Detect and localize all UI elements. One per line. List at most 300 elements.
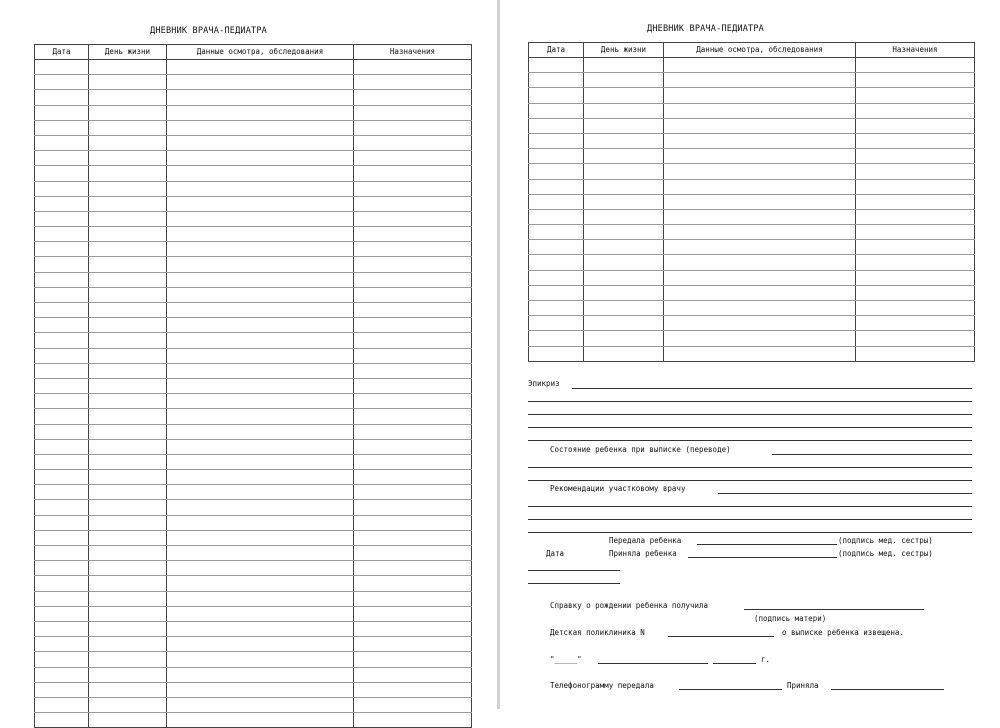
received-line[interactable] — [688, 557, 837, 558]
cell-prescriptions[interactable] — [856, 209, 975, 224]
cell-prescriptions[interactable] — [856, 225, 975, 240]
table-row — [35, 211, 472, 226]
cell-day-of-life[interactable] — [89, 333, 167, 348]
table-row — [35, 303, 472, 318]
cell-date[interactable] — [529, 209, 584, 224]
cell-date[interactable] — [35, 196, 89, 211]
cell-day-of-life[interactable] — [584, 149, 664, 164]
cell-exam-data[interactable] — [664, 240, 856, 255]
cell-date[interactable] — [35, 682, 89, 697]
recommendations-line-4[interactable] — [528, 532, 972, 533]
cell-exam-data[interactable] — [167, 515, 354, 530]
cell-exam-data[interactable] — [167, 682, 354, 697]
cell-exam-data[interactable] — [167, 151, 354, 166]
cell-prescriptions[interactable] — [354, 378, 472, 393]
cell-day-of-life[interactable] — [89, 515, 167, 530]
cell-exam-data[interactable] — [167, 60, 354, 75]
cell-day-of-life[interactable] — [89, 424, 167, 439]
cell-day-of-life[interactable] — [89, 470, 167, 485]
cell-date[interactable] — [35, 576, 89, 591]
cell-day-of-life[interactable] — [89, 181, 167, 196]
cell-exam-data[interactable] — [167, 561, 354, 576]
cell-day-of-life[interactable] — [89, 621, 167, 636]
cell-day-of-life[interactable] — [89, 576, 167, 591]
epicrisis-line-4[interactable] — [528, 427, 972, 428]
cell-day-of-life[interactable] — [89, 439, 167, 454]
cell-date[interactable] — [529, 164, 584, 179]
cell-date[interactable] — [529, 133, 584, 148]
cell-prescriptions[interactable] — [856, 255, 975, 270]
cell-date[interactable] — [35, 667, 89, 682]
cell-exam-data[interactable] — [167, 439, 354, 454]
epicrisis-line-1[interactable] — [572, 388, 972, 389]
cell-prescriptions[interactable] — [856, 164, 975, 179]
cell-day-of-life[interactable] — [89, 637, 167, 652]
recommendations-line-2[interactable] — [528, 506, 972, 507]
cell-exam-data[interactable] — [167, 424, 354, 439]
cell-day-of-life[interactable] — [584, 209, 664, 224]
cell-prescriptions[interactable] — [354, 287, 472, 302]
cell-date[interactable] — [35, 120, 89, 135]
cell-exam-data[interactable] — [167, 135, 354, 150]
table-row — [35, 120, 472, 135]
cell-date[interactable] — [529, 118, 584, 133]
cell-day-of-life[interactable] — [89, 546, 167, 561]
cell-date[interactable] — [35, 546, 89, 561]
cell-exam-data[interactable] — [167, 211, 354, 226]
cell-day-of-life[interactable] — [89, 227, 167, 242]
cell-date[interactable] — [529, 103, 584, 118]
cell-day-of-life[interactable] — [584, 225, 664, 240]
table-row — [529, 316, 975, 331]
birth-certificate-line[interactable] — [744, 609, 924, 610]
cell-exam-data[interactable] — [664, 209, 856, 224]
cell-day-of-life[interactable] — [89, 378, 167, 393]
cell-prescriptions[interactable] — [354, 530, 472, 545]
cell-exam-data[interactable] — [664, 316, 856, 331]
cell-date[interactable] — [529, 301, 584, 316]
cell-day-of-life[interactable] — [584, 73, 664, 88]
cell-date[interactable] — [35, 515, 89, 530]
cell-exam-data[interactable] — [664, 73, 856, 88]
cell-date[interactable] — [529, 88, 584, 103]
cell-exam-data[interactable] — [167, 196, 354, 211]
cell-day-of-life[interactable] — [89, 120, 167, 135]
cell-date[interactable] — [529, 285, 584, 300]
discharge-state-line-1[interactable] — [772, 454, 972, 455]
cell-exam-data[interactable] — [664, 164, 856, 179]
cell-exam-data[interactable] — [167, 318, 354, 333]
cell-prescriptions[interactable] — [354, 561, 472, 576]
cell-exam-data[interactable] — [167, 287, 354, 302]
cell-day-of-life[interactable] — [89, 591, 167, 606]
cell-exam-data[interactable] — [167, 485, 354, 500]
cell-day-of-life[interactable] — [89, 257, 167, 272]
cell-date[interactable] — [35, 211, 89, 226]
cell-prescriptions[interactable] — [354, 485, 472, 500]
cell-day-of-life[interactable] — [89, 105, 167, 120]
cell-exam-data[interactable] — [664, 225, 856, 240]
cell-exam-data[interactable] — [167, 546, 354, 561]
cell-date[interactable] — [529, 194, 584, 209]
cell-exam-data[interactable] — [167, 242, 354, 257]
cell-date[interactable] — [529, 225, 584, 240]
cell-day-of-life[interactable] — [584, 194, 664, 209]
cell-prescriptions[interactable] — [856, 316, 975, 331]
cell-prescriptions[interactable] — [354, 621, 472, 636]
cell-prescriptions[interactable] — [354, 211, 472, 226]
cell-date[interactable] — [35, 135, 89, 150]
cell-date[interactable] — [35, 530, 89, 545]
cell-exam-data[interactable] — [167, 530, 354, 545]
cell-exam-data[interactable] — [167, 606, 354, 621]
cell-prescriptions[interactable] — [856, 118, 975, 133]
cell-day-of-life[interactable] — [584, 164, 664, 179]
recommendations-line-3[interactable] — [528, 519, 972, 520]
cell-date[interactable] — [529, 58, 584, 73]
cell-exam-data[interactable] — [664, 194, 856, 209]
cell-date[interactable] — [35, 394, 89, 409]
cell-exam-data[interactable] — [167, 591, 354, 606]
cell-day-of-life[interactable] — [584, 118, 664, 133]
cell-exam-data[interactable] — [167, 667, 354, 682]
cell-prescriptions[interactable] — [354, 394, 472, 409]
cell-date[interactable] — [35, 348, 89, 363]
cell-day-of-life[interactable] — [89, 485, 167, 500]
telephonogram-line[interactable] — [679, 689, 782, 690]
cell-day-of-life[interactable] — [89, 682, 167, 697]
cell-prescriptions[interactable] — [354, 439, 472, 454]
cell-day-of-life[interactable] — [89, 166, 167, 181]
cell-exam-data[interactable] — [167, 576, 354, 591]
cell-prescriptions[interactable] — [354, 272, 472, 287]
cell-exam-data[interactable] — [167, 409, 354, 424]
cell-day-of-life[interactable] — [584, 255, 664, 270]
cell-day-of-life[interactable] — [89, 318, 167, 333]
cell-prescriptions[interactable] — [856, 301, 975, 316]
cell-date[interactable] — [35, 652, 89, 667]
cell-prescriptions[interactable] — [354, 424, 472, 439]
cell-exam-data[interactable] — [664, 149, 856, 164]
cell-prescriptions[interactable] — [354, 546, 472, 561]
cell-exam-data[interactable] — [664, 346, 856, 361]
cell-date[interactable] — [35, 500, 89, 515]
epicrisis-line-3[interactable] — [528, 414, 972, 415]
cell-prescriptions[interactable] — [856, 88, 975, 103]
table-row — [529, 240, 975, 255]
cell-exam-data[interactable] — [167, 697, 354, 712]
cell-date[interactable] — [529, 346, 584, 361]
cell-date[interactable] — [35, 257, 89, 272]
cell-day-of-life[interactable] — [89, 561, 167, 576]
cell-date[interactable] — [35, 333, 89, 348]
cell-date[interactable] — [35, 378, 89, 393]
cell-day-of-life[interactable] — [89, 713, 167, 728]
cell-day-of-life[interactable] — [89, 530, 167, 545]
cell-prescriptions[interactable] — [354, 470, 472, 485]
cell-exam-data[interactable] — [664, 58, 856, 73]
cell-prescriptions[interactable] — [856, 346, 975, 361]
telephonogram-label: Телефонограмму передала — [550, 681, 654, 690]
clinic-notified-label: о выписке ребенка извещена. — [782, 628, 904, 637]
cell-prescriptions[interactable] — [856, 73, 975, 88]
accepted-line[interactable] — [831, 689, 944, 690]
cell-prescriptions[interactable] — [354, 409, 472, 424]
cell-prescriptions[interactable] — [856, 285, 975, 300]
cell-day-of-life[interactable] — [584, 103, 664, 118]
table-row — [35, 409, 472, 424]
cell-exam-data[interactable] — [167, 257, 354, 272]
cell-date[interactable] — [529, 149, 584, 164]
cell-date[interactable] — [35, 105, 89, 120]
cell-day-of-life[interactable] — [584, 331, 664, 346]
cell-date[interactable] — [35, 227, 89, 242]
cell-day-of-life[interactable] — [89, 454, 167, 469]
cell-date[interactable] — [35, 637, 89, 652]
cell-prescriptions[interactable] — [856, 270, 975, 285]
cell-date[interactable] — [35, 318, 89, 333]
cell-prescriptions[interactable] — [856, 194, 975, 209]
cell-exam-data[interactable] — [167, 303, 354, 318]
table-row — [35, 713, 472, 728]
cell-date[interactable] — [35, 303, 89, 318]
cell-exam-data[interactable] — [167, 75, 354, 90]
cell-date[interactable] — [529, 270, 584, 285]
cell-day-of-life[interactable] — [89, 667, 167, 682]
cell-prescriptions[interactable] — [354, 227, 472, 242]
cell-date[interactable] — [35, 606, 89, 621]
cell-date[interactable] — [35, 409, 89, 424]
cell-day-of-life[interactable] — [584, 88, 664, 103]
cell-date[interactable] — [35, 424, 89, 439]
cell-exam-data[interactable] — [167, 105, 354, 120]
discharge-state-line-2[interactable] — [528, 467, 972, 468]
cell-prescriptions[interactable] — [354, 637, 472, 652]
epicrisis-line-5[interactable] — [528, 440, 972, 441]
date-line-2[interactable] — [528, 583, 620, 584]
cell-exam-data[interactable] — [664, 133, 856, 148]
cell-day-of-life[interactable] — [584, 301, 664, 316]
cell-date[interactable] — [35, 151, 89, 166]
cell-exam-data[interactable] — [167, 394, 354, 409]
cell-prescriptions[interactable] — [354, 576, 472, 591]
cell-day-of-life[interactable] — [89, 272, 167, 287]
cell-day-of-life[interactable] — [89, 90, 167, 105]
cell-prescriptions[interactable] — [354, 242, 472, 257]
cell-exam-data[interactable] — [167, 120, 354, 135]
cell-day-of-life[interactable] — [89, 606, 167, 621]
epicrisis-line-2[interactable] — [528, 401, 972, 402]
cell-exam-data[interactable] — [664, 270, 856, 285]
cell-date[interactable] — [529, 73, 584, 88]
cell-prescriptions[interactable] — [354, 667, 472, 682]
cell-date[interactable] — [35, 439, 89, 454]
table-row — [35, 546, 472, 561]
cell-prescriptions[interactable] — [354, 606, 472, 621]
cell-exam-data[interactable] — [167, 713, 354, 728]
cell-day-of-life[interactable] — [584, 179, 664, 194]
cell-date[interactable] — [35, 60, 89, 75]
cell-date[interactable] — [35, 713, 89, 728]
cell-prescriptions[interactable] — [354, 105, 472, 120]
cell-day-of-life[interactable] — [89, 348, 167, 363]
cell-day-of-life[interactable] — [89, 242, 167, 257]
cell-day-of-life[interactable] — [89, 60, 167, 75]
cell-exam-data[interactable] — [664, 88, 856, 103]
cell-exam-data[interactable] — [167, 652, 354, 667]
cell-prescriptions[interactable] — [354, 196, 472, 211]
clinic-number-line[interactable] — [668, 636, 774, 637]
cell-exam-data[interactable] — [167, 90, 354, 105]
cell-prescriptions[interactable] — [354, 333, 472, 348]
clinic-label: Детская поликлиника N — [550, 628, 645, 637]
date-line-1[interactable] — [528, 570, 620, 571]
cell-prescriptions[interactable] — [354, 257, 472, 272]
cell-date[interactable] — [35, 621, 89, 636]
table-row — [529, 209, 975, 224]
cell-day-of-life[interactable] — [584, 285, 664, 300]
cell-day-of-life[interactable] — [584, 346, 664, 361]
cell-prescriptions[interactable] — [354, 500, 472, 515]
cell-prescriptions[interactable] — [856, 58, 975, 73]
cell-day-of-life[interactable] — [584, 316, 664, 331]
table-row — [529, 73, 975, 88]
cell-date[interactable] — [35, 181, 89, 196]
left-page — [0, 0, 497, 709]
table-row — [529, 164, 975, 179]
cell-exam-data[interactable] — [167, 500, 354, 515]
cell-date[interactable] — [35, 470, 89, 485]
cell-prescriptions[interactable] — [354, 90, 472, 105]
table-row — [529, 179, 975, 194]
handed-over-line[interactable] — [697, 544, 837, 545]
year-line[interactable] — [713, 663, 756, 664]
month-line[interactable] — [598, 663, 708, 664]
cell-prescriptions[interactable] — [354, 515, 472, 530]
cell-date[interactable] — [35, 287, 89, 302]
cell-date[interactable] — [35, 454, 89, 469]
cell-date[interactable] — [35, 591, 89, 606]
cell-prescriptions[interactable] — [354, 652, 472, 667]
cell-prescriptions[interactable] — [354, 348, 472, 363]
cell-day-of-life[interactable] — [89, 151, 167, 166]
cell-exam-data[interactable] — [167, 348, 354, 363]
cell-exam-data[interactable] — [167, 227, 354, 242]
cell-date[interactable] — [35, 166, 89, 181]
cell-exam-data[interactable] — [664, 103, 856, 118]
cell-date[interactable] — [529, 316, 584, 331]
cell-date[interactable] — [35, 75, 89, 90]
cell-exam-data[interactable] — [664, 118, 856, 133]
cell-date[interactable] — [529, 331, 584, 346]
cell-exam-data[interactable] — [167, 378, 354, 393]
cell-prescriptions[interactable] — [354, 135, 472, 150]
cell-day-of-life[interactable] — [89, 135, 167, 150]
cell-exam-data[interactable] — [167, 637, 354, 652]
cell-day-of-life[interactable] — [89, 287, 167, 302]
cell-day-of-life[interactable] — [89, 196, 167, 211]
right-page — [500, 0, 1000, 709]
right-table-header — [529, 43, 975, 58]
cell-prescriptions[interactable] — [354, 697, 472, 712]
cell-day-of-life[interactable] — [89, 394, 167, 409]
cell-prescriptions[interactable] — [354, 181, 472, 196]
cell-date[interactable] — [529, 255, 584, 270]
cell-prescriptions[interactable] — [354, 120, 472, 135]
cell-exam-data[interactable] — [167, 621, 354, 636]
cell-date[interactable] — [35, 272, 89, 287]
cell-exam-data[interactable] — [664, 331, 856, 346]
cell-exam-data[interactable] — [664, 255, 856, 270]
cell-prescriptions[interactable] — [354, 363, 472, 378]
discharge-state-line-3[interactable] — [528, 480, 972, 481]
cell-date[interactable] — [35, 242, 89, 257]
table-row — [35, 515, 472, 530]
cell-exam-data[interactable] — [167, 363, 354, 378]
cell-prescriptions[interactable] — [856, 179, 975, 194]
cell-date[interactable] — [529, 240, 584, 255]
cell-day-of-life[interactable] — [584, 270, 664, 285]
cell-date[interactable] — [35, 561, 89, 576]
cell-exam-data[interactable] — [167, 272, 354, 287]
cell-date[interactable] — [35, 90, 89, 105]
cell-prescriptions[interactable] — [354, 166, 472, 181]
cell-day-of-life[interactable] — [89, 363, 167, 378]
cell-day-of-life[interactable] — [89, 75, 167, 90]
cell-prescriptions[interactable] — [354, 60, 472, 75]
cell-date[interactable] — [35, 485, 89, 500]
cell-prescriptions[interactable] — [354, 682, 472, 697]
cell-prescriptions[interactable] — [354, 454, 472, 469]
cell-day-of-life[interactable] — [89, 500, 167, 515]
cell-prescriptions[interactable] — [354, 75, 472, 90]
cell-exam-data[interactable] — [167, 470, 354, 485]
cell-day-of-life[interactable] — [89, 697, 167, 712]
cell-prescriptions[interactable] — [856, 149, 975, 164]
cell-exam-data[interactable] — [664, 285, 856, 300]
table-row — [35, 439, 472, 454]
cell-prescriptions[interactable] — [354, 303, 472, 318]
cell-date[interactable] — [529, 179, 584, 194]
cell-prescriptions[interactable] — [354, 318, 472, 333]
cell-exam-data[interactable] — [167, 181, 354, 196]
cell-prescriptions[interactable] — [856, 331, 975, 346]
cell-prescriptions[interactable] — [354, 713, 472, 728]
cell-exam-data[interactable] — [167, 454, 354, 469]
cell-date[interactable] — [35, 363, 89, 378]
recommendations-line-1[interactable] — [718, 493, 972, 494]
cell-day-of-life[interactable] — [89, 652, 167, 667]
cell-day-of-life[interactable] — [584, 133, 664, 148]
cell-exam-data[interactable] — [664, 301, 856, 316]
cell-exam-data[interactable] — [167, 166, 354, 181]
cell-prescriptions[interactable] — [856, 240, 975, 255]
cell-day-of-life[interactable] — [89, 211, 167, 226]
table-row — [529, 285, 975, 300]
cell-day-of-life[interactable] — [89, 303, 167, 318]
table-row — [35, 378, 472, 393]
cell-day-of-life[interactable] — [584, 240, 664, 255]
cell-day-of-life[interactable] — [89, 409, 167, 424]
cell-day-of-life[interactable] — [584, 58, 664, 73]
cell-prescriptions[interactable] — [354, 591, 472, 606]
cell-prescriptions[interactable] — [856, 133, 975, 148]
cell-prescriptions[interactable] — [354, 151, 472, 166]
cell-exam-data[interactable] — [664, 179, 856, 194]
cell-exam-data[interactable] — [167, 333, 354, 348]
cell-date[interactable] — [35, 697, 89, 712]
cell-prescriptions[interactable] — [856, 103, 975, 118]
